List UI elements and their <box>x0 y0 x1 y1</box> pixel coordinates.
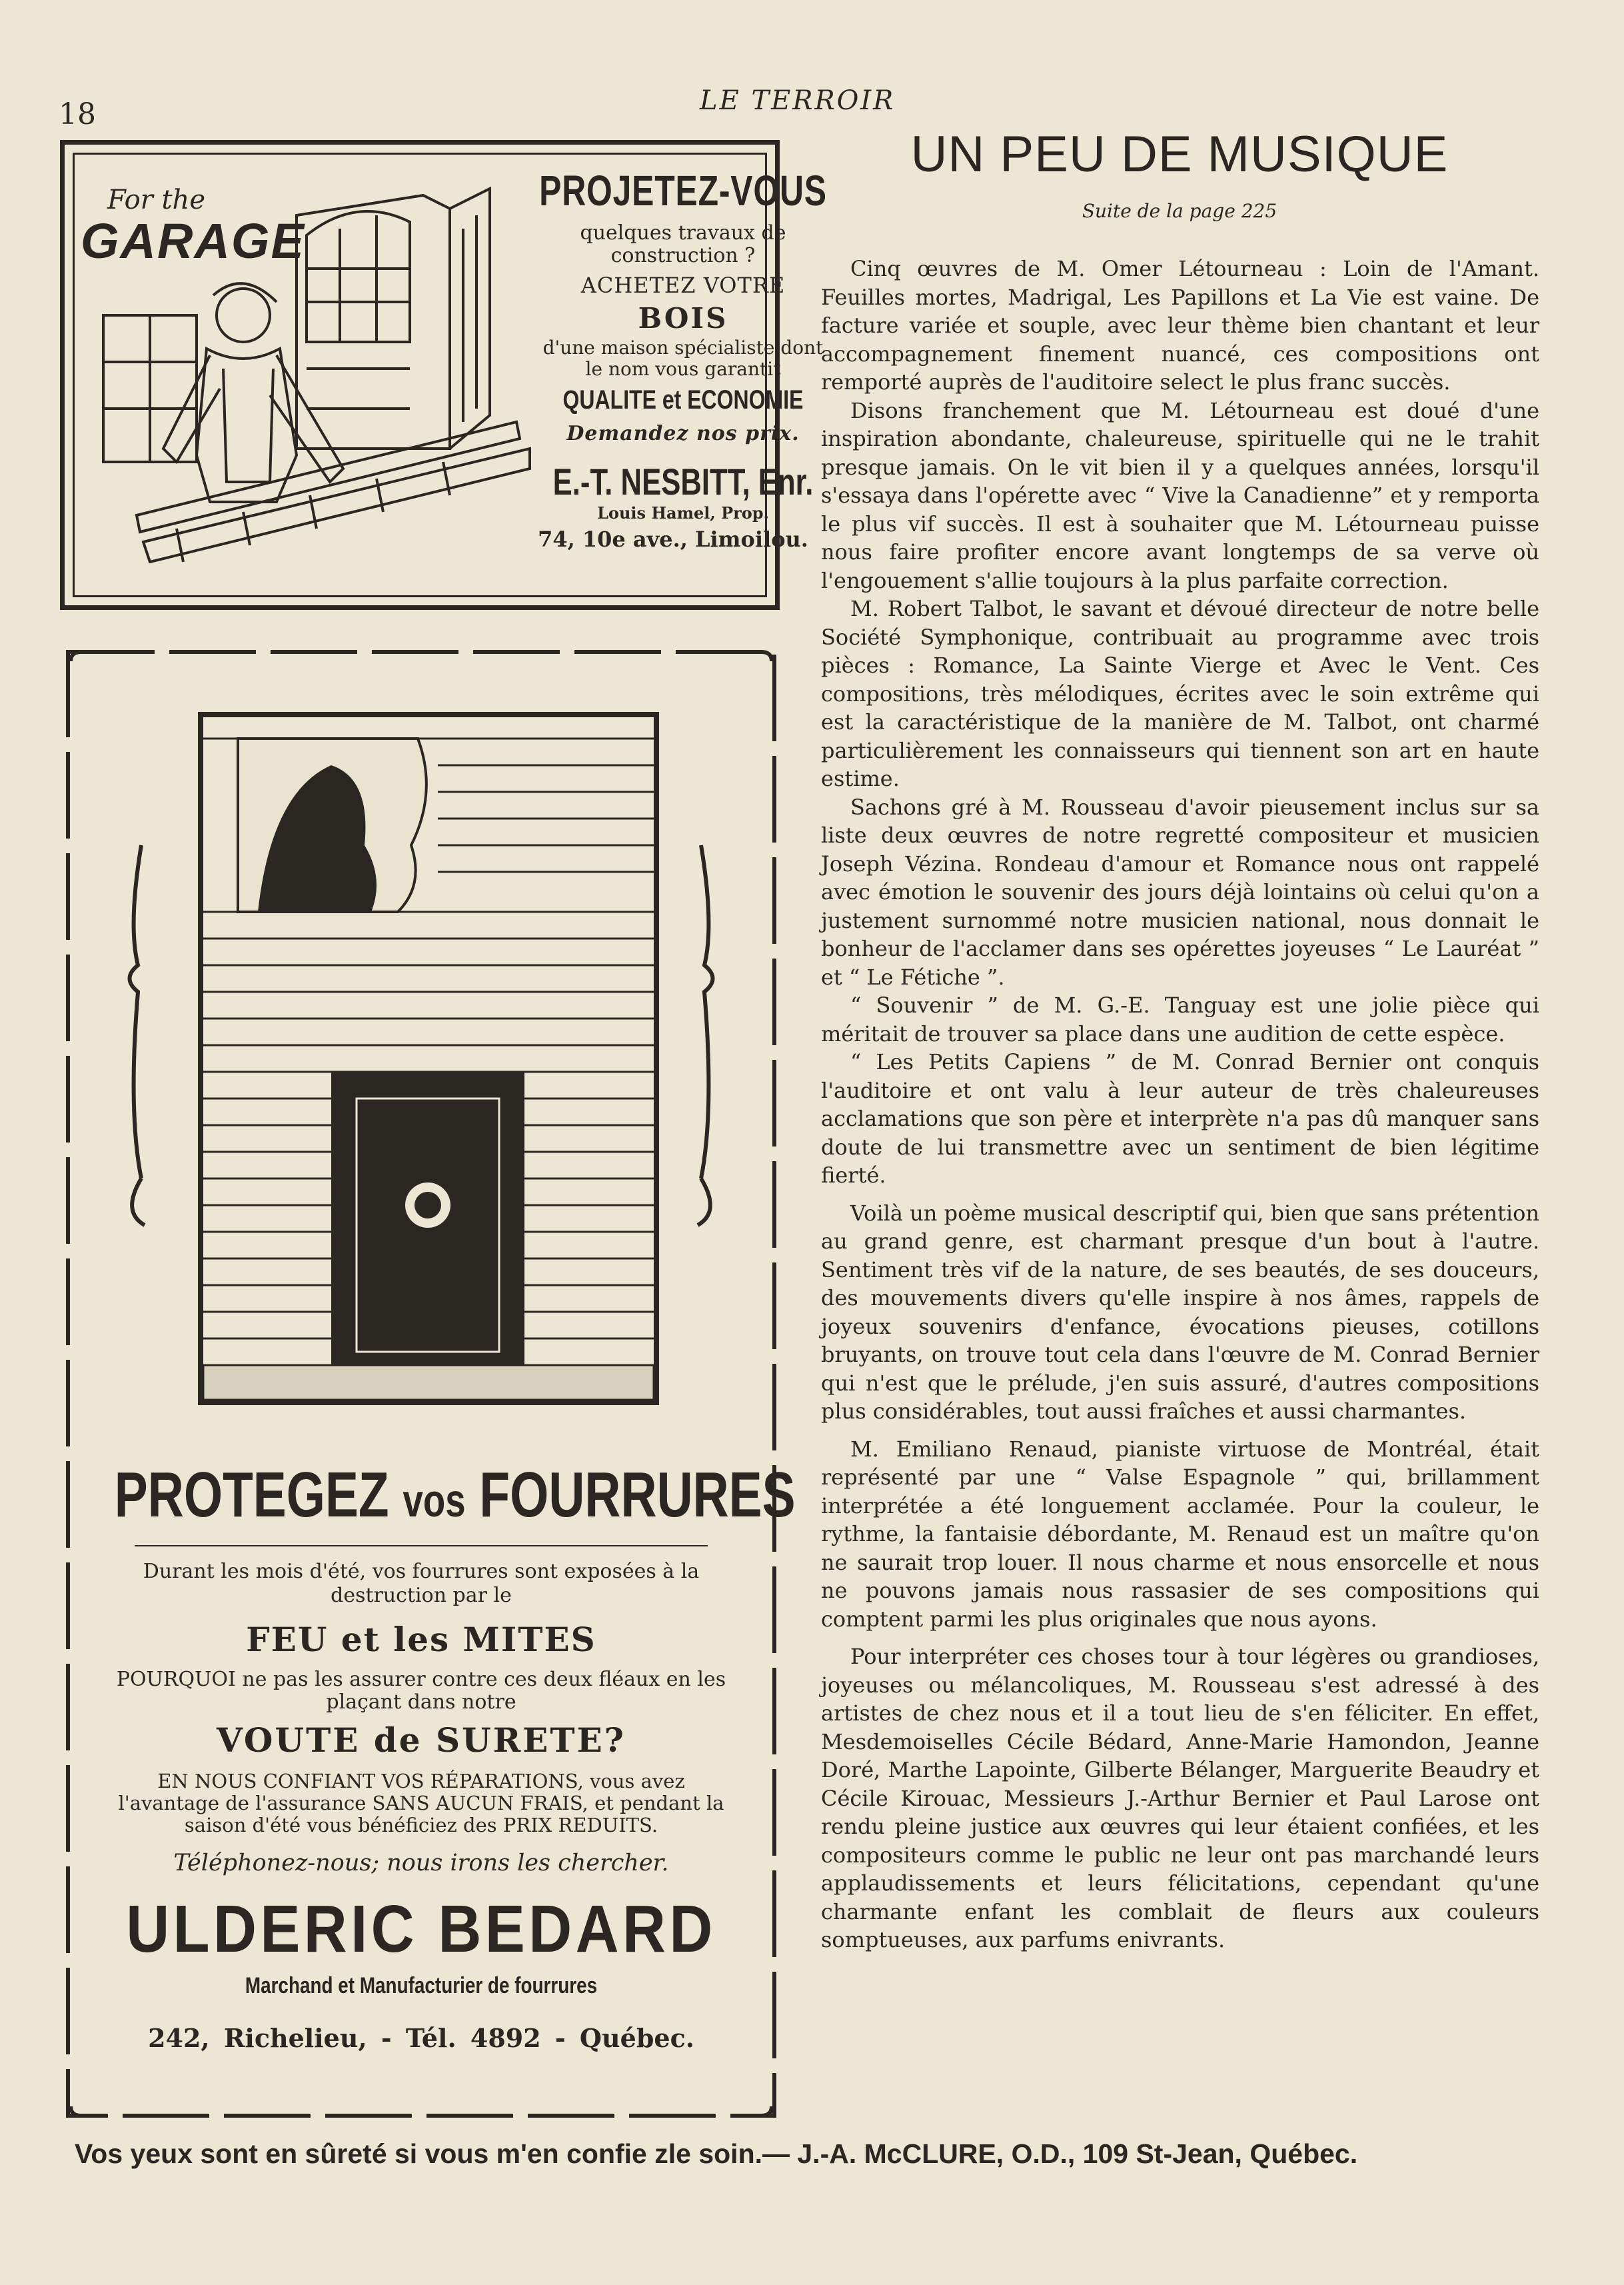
ad-quality: QUALITE et ECONOMIE <box>562 385 804 415</box>
ad-firm-name: ULDERIC BEDARD <box>126 1892 716 1966</box>
article-title: UN PEU DE MUSIQUE <box>910 126 1449 183</box>
ad-title-word: vos <box>403 1474 466 1526</box>
bedard-ad-text <box>108 1458 796 2053</box>
article-paragraph: “ Souvenir ” de M. G.-E. Tanguay est une jolie pièce qui méritait de trouver sa place dans une audition de cette espèce. <box>821 993 1539 1047</box>
ad-line: quelques travaux de construction ? <box>580 221 786 267</box>
ad-paragraph: POURQUOI ne pas les assurer contre ces deux fléaux en les plaçant dans notre <box>116 1668 726 1714</box>
bedard-advertisement <box>61 645 796 2122</box>
ad-paragraph: Durant les mois d'été, vos fourrures sont exposées à la destruction par le <box>143 1560 700 1607</box>
article-paragraph: Sachons gré à M. Rousseau d'avoir pieusement inclus sur sa liste deux œuvres de notre regretté compositeur et musicien Joseph Vézina. Rondeau d'amour et Romance nous ont rappelé avec émotion le souvenir des jours déjà lointains où celui qu'on a justement surnommé notre musicien national, nous donnait le bonheur de l'acclamer dans ses opérettes joyeuses “ Le Lauréat ” et “ Le Fétiche ”. <box>821 794 1539 990</box>
ad-firm-name: E.-T. NESBITT, Enr. <box>552 461 814 503</box>
footer-advertisement-line: Vos yeux sont en sûreté si vous m'en confie zle soin.— J.-A. McCLURE, O.D., 109 St-Jean, Québec. <box>75 2138 1358 2169</box>
brick-wall-vault-illustration <box>198 712 659 1405</box>
article-paragraph: M. Emiliano Renaud, pianiste virtuose de Montréal, était représenté par une “ Valse Espagnole ” qui, brillamment interprétée a été longuement acclamée. Pour la couleur, le rythme, la fantaisie débordante, M. Renaud est un maître qu'on ne saurait trop louer. Il nous charme et nous ensorcelle et nous ne pouvons jamais nous rassasier de ses compositions qui comptent parmi les plus originales que nous ayons. <box>821 1436 1539 1632</box>
ad-line: ACHETEZ VOTRE <box>580 273 786 298</box>
page-number: 18 <box>59 97 96 131</box>
ad-title-word: FOURRURES <box>479 1459 796 1530</box>
article-body <box>821 255 1539 1954</box>
article-paragraph: Cinq œuvres de M. Omer Létourneau : Loin de l'Amant. Feuilles mortes, Madrigal, Les Papillons et La Vie est vaine. De facture variée et souple, avec leur thème bien chantant et leur accompagnement finement nuancé, ces compositions ont remporté auprès de l'auditoire select le plus franc succès. <box>821 256 1539 395</box>
article-paragraph: Voilà un poème musical descriptif qui, bien que sans prétention au grand genre, est charmant presque d'un bout à l'autre. Sentiment très vif de la nature, de ses beautés, de ses douceurs, des mouvements divers qu'elle inspire à nos âmes, rappels de joyeux souvenirs d'enfance, évocations pieuses, cotillons bruyants, on trouve tout cela dans l'œuvre de M. Conrad Bernier qui n'est que le prélude, j'en suis assuré, d'autres compositions plus considérables, tout aussi fraîches et aussi charmantes. <box>821 1200 1539 1424</box>
article-paragraph: “ Les Petits Capiens ” de M. Conrad Bernier ont conquis l'auditoire et ont valu à leur auteur de très chaleureuses acclamations que son père et interprète n'a pas dû manquer sans doute de lui transmettre avec un sentiment de bien légitime fierté. <box>821 1049 1539 1188</box>
ad-line: d'une maison spécialiste dont le nom vous garantit <box>542 337 824 380</box>
ad-proprietor: Louis Hamel, Prop. <box>597 503 769 523</box>
garage-label: GARAGE <box>81 213 305 269</box>
nesbitt-ad-text <box>536 166 830 552</box>
article-continuation-note: Suite de la page 225 <box>1082 200 1277 222</box>
ad-address: 242, Richelieu, - Tél. 4892 - Québec. <box>148 2023 694 2053</box>
ad-subheading: FEU et les MITES <box>246 1620 596 1659</box>
ad-title-word: PROTEGEZ <box>114 1459 389 1530</box>
ad-telephone-note: Téléphonez-nous; nous irons les chercher. <box>173 1850 669 1876</box>
ad-title <box>114 1458 796 1537</box>
nesbitt-advertisement <box>60 140 827 610</box>
ad-bois: BOIS <box>638 302 728 335</box>
running-head: LE TERROIR <box>700 85 896 116</box>
divider <box>135 1545 708 1546</box>
cursive-tagline: For the <box>107 185 205 215</box>
article-paragraph: M. Robert Talbot, le savant et dévoué directeur de notre belle Société Symphonique, contribuait au programme avec trois pièces : Romance, La Sainte Vierge et Avec le Vent. Ces compositions, très mélodiques, écrites avec le soin extrême qui est la caractéristique de la manière de M. Talbot, ont charmé particulièrement les connaisseurs qui tiennent son art en haute estime. <box>821 596 1539 791</box>
ad-paragraph: EN NOUS CONFIANT VOS RÉPARATIONS, vous avez l'avantage de l'assurance SANS AUCUN FRAIS, et pendant la saison d'été vous bénéficiez des PRIX REDUITS. <box>118 1770 724 1836</box>
ad-trade: Marchand et Manufacturier de fourrures <box>245 1973 598 1998</box>
ad-address: 74, 10e ave., Limoilou. <box>538 527 808 552</box>
ad-ask-prices: Demandez nos prix. <box>566 422 800 445</box>
ad-headline: PROJETEZ-VOUS <box>539 167 827 215</box>
article-paragraph: Pour interpréter ces choses tour à tour légères ou grandioses, joyeuses ou mélancoliques, M. Rousseau s'est adressé à des artistes de chez nous et il a tout lieu de s'en féliciter. En effet, Mesdemoiselles Cécile Bédard, Anne-Marie Hamondon, Jeanne Doré, Marthe Lapointe, Gilberte Bélanger, Marguerite Beaudry et Cécile Kirouac, Messieurs J.-Arthur Bernier et Paul Larose ont rendu pleine justice aux œuvres qui leur étaient confiées, et les compositeurs comme le public ne leur ont pas marchandé leurs applaudissements et leurs félicitations, cependant qu'une charmante enfant les comblait de fleurs aux couleurs somptueuses, aux parfums enivrants. <box>821 1644 1539 1952</box>
article-paragraph: Disons franchement que M. Létourneau est doué d'une inspiration abondante, chaleureuse, spirituelle qui ne le trahit presque jamais. On le vit bien il y a quelques années, lorsqu'il s'essaya dans l'opérette avec “ Vive la Canadienne” et y remporta le plus vif succès. Il est à souhaiter que M. Létourneau puisse nous faire profiter encore avant longtemps de sa verve où l'engouement s'allie toujours à la plus parfaite correction. <box>821 397 1539 593</box>
ad-subheading: VOUTE de SURETE? <box>217 1720 626 1760</box>
